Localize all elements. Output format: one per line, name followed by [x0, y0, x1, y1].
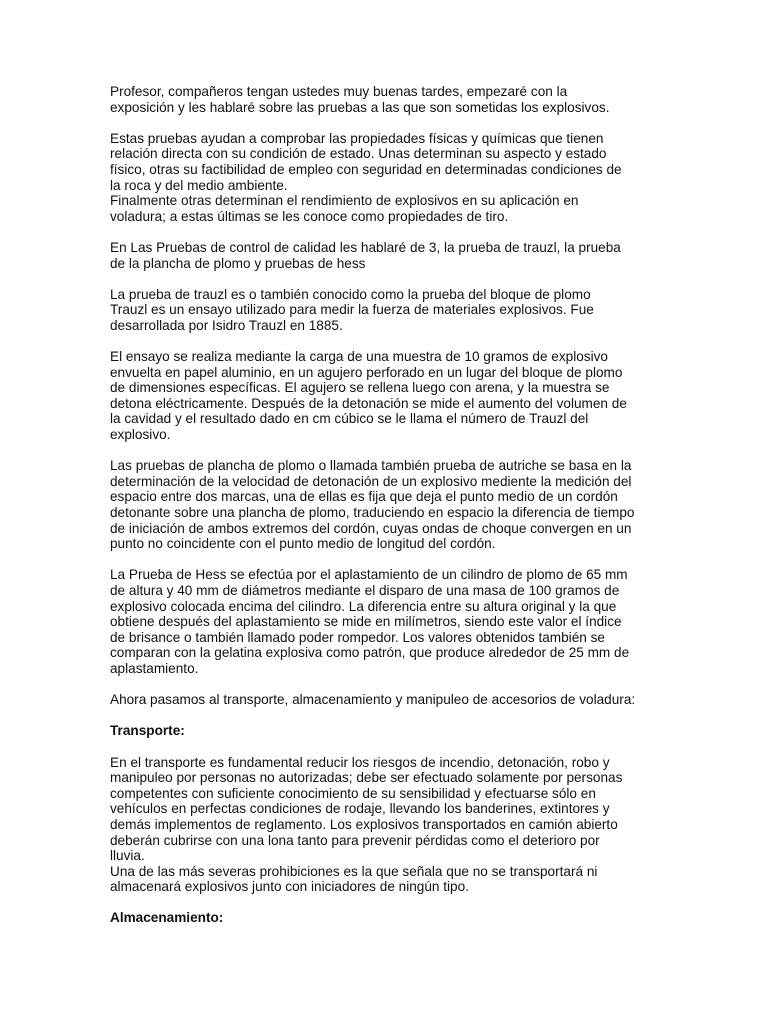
- paragraph-ensayo: El ensayo se realiza mediante la carga de una muestra de 10 gramos de explosivo envuelta en papel aluminio, en un agujero perforado en un lugar del bloque de plomo de dimensiones específicas. El agujero se rellena luego con arena, y la muestra se detona eléctricamente. Después de la detonación se mide el aumento del volumen de la cavidad y el resultado dado en cm cúbico se le llama el número de Trauzl del explosivo.: [110, 349, 627, 443]
- heading-almacenamiento: Almacenamiento:: [110, 910, 224, 926]
- paragraph-prohibiciones: Una de las más severas prohibiciones es la que señala que no se transportará ni almacenará explosivos junto con iniciadores de ningún tipo.: [110, 863, 598, 895]
- paragraph-transporte: En el transporte es fundamental reducir los riesgos de incendio, detonación, robo y manipuleo por personas no autorizadas; debe ser efectuado solamente por personas competentes con suficiente conocimiento de su sensibilidad y efectuarse sólo en vehículos en perfectas condiciones de rodaje, llevando los banderines, extintores y demás implementos de reglamento. Los explosivos transportados en camión abierto deberán cubrirse con una lona tanto para prevenir pérdidas como el deterioro por lluvia.: [110, 754, 623, 864]
- heading-transporte: Transporte:: [110, 723, 185, 739]
- paragraph-trauzl: La prueba de trauzl es o también conocido como la prueba del bloque de plomo Trauzl es un ensayo utilizado para medir la fuerza de materiales explosivos. Fue desarrollada por Isidro Trauzl en 1885.: [110, 286, 594, 333]
- paragraph-propiedades: Estas pruebas ayudan a comprobar las propiedades físicas y químicas que tienen relación directa con su condición de estado. Unas determinan su aspecto y estado físico, otras su factibilidad de empleo con seguridad en determinadas condiciones de la roca y del medio ambiente.: [110, 130, 622, 193]
- paragraph-control-calidad: En Las Pruebas de control de calidad les hablaré de 3, la prueba de trauzl, la prueba de la plancha de plomo y pruebas de hess: [110, 239, 621, 271]
- paragraph-propiedades-tiro: Finalmente otras determinan el rendimiento de explosivos en su aplicación en voladura; a estas últimas se les conoce como propiedades de tiro.: [110, 193, 579, 224]
- paragraph-transition: Ahora pasamos al transporte, almacenamiento y manipuleo de accesorios de voladura:: [110, 692, 636, 708]
- paragraph-plancha-plomo: Las pruebas de plancha de plomo o llamada también prueba de autriche se basa en la determinación de la velocidad de detonación de un explosivo mediente la medición del espacio entre dos marcas, una de ellas es fija que deja el punto medio de un cordón detonante sobre una plancha de plomo, traduciendo en espacio la diferencia de tiempo de iniciación de ambos extremos del cordón, cuyas ondas de choque convergen en un punto no coincidente con el punto medio de longitud del cordón.: [110, 458, 635, 552]
- paragraph-intro: Profesor, compañeros tengan ustedes muy buenas tardes, empezaré con la exposición y les hablaré sobre las pruebas a las que son sometidas los explosivos.: [110, 84, 610, 115]
- paragraph-hess: La Prueba de Hess se efectúa por el aplastamiento de un cilindro de plomo de 65 mm de altura y 40 mm de diámetros mediante el disparo de una masa de 100 gramos de explosivo colocada encima del cilindro. La diferencia entre su altura original y la que obtiene después del aplastamiento se mide en milímetros, siendo este valor el índice de brisance o también llamado poder rompedor. Los valores obtenidos también se comparan con la gelatina explosiva como patrón, que produce alrededor de 25 mm de aplastamiento.: [110, 567, 630, 676]
- document-page: [110, 84, 665, 942]
